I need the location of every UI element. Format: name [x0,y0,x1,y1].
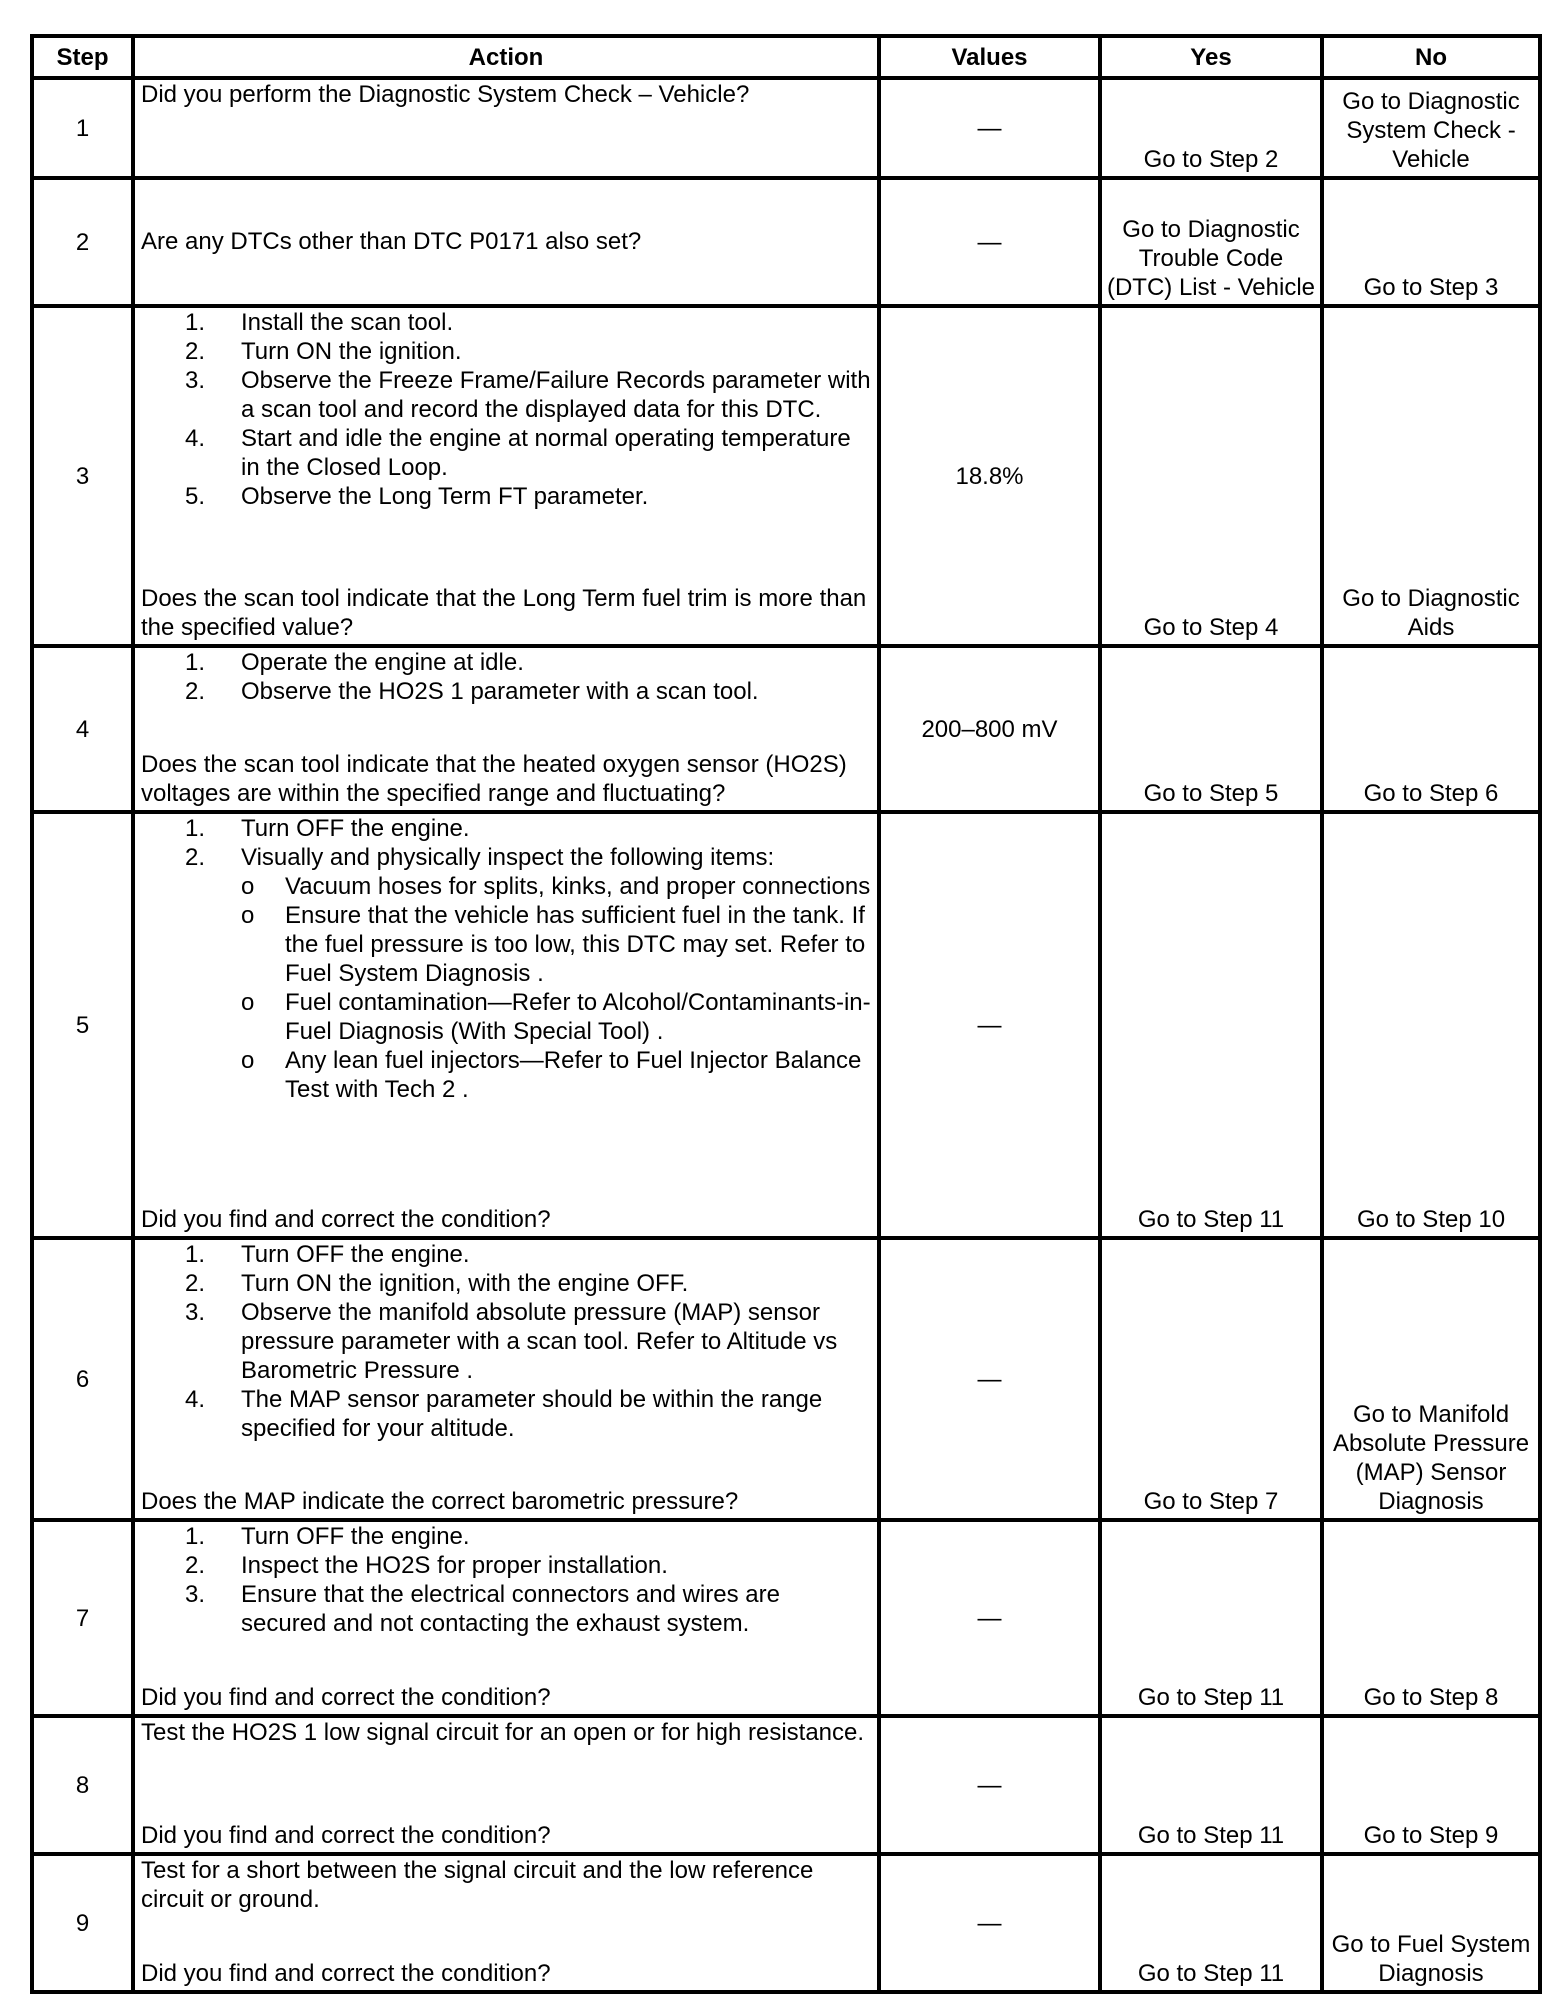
table-row [32,1854,1540,1992]
step-num: 2. [185,1552,206,1579]
action-prompt: Are any DTCs other than DTC P0171 also set? [141,227,642,255]
header-row [32,36,1540,78]
inspection-sublist [141,872,871,1104]
list-item [241,1046,871,1104]
value-cell: — [879,1716,1100,1854]
step-num: 1. [185,1241,206,1268]
step-num: 2. [185,844,206,871]
yes-cell: Go to Step 7 [1100,1238,1322,1520]
step-num: 2. [185,1270,206,1297]
yes-cell: Go to Step 5 [1100,646,1322,812]
action-question: Does the scan tool indicate that the Long Term fuel trim is more than the specified value? [141,585,867,641]
step-num: 3. [185,1299,206,1326]
step-text: Observe the manifold absolute pressure (MAP) sensor pressure parameter with a scan tool. Refer to Altitude vs Barometric Pressure . [241,1299,838,1384]
value-cell: 18.8% [879,306,1100,646]
step-num: 3. [185,367,206,394]
step-number: 3 [32,306,133,646]
action-cell [133,1520,879,1716]
table-row [32,306,1540,646]
action-cell [133,306,879,646]
value-cell: — [879,812,1100,1238]
table-row [32,1238,1540,1520]
yes-cell: Go to Step 2 [1100,78,1322,178]
action-cell [133,812,879,1238]
step-number: 7 [32,1520,133,1716]
step-num: 1. [185,649,206,676]
subitem-text: Fuel contamination—Refer to Alcohol/Contaminants-in-Fuel Diagnosis (With Special Tool) . [285,989,871,1045]
value-cell: 200–800 mV [879,646,1100,812]
value-cell: — [879,1854,1100,1992]
list-item [185,648,871,677]
step-text: Operate the engine at idle. [241,649,524,676]
list-item [185,677,871,706]
bullet-marker: o [241,902,255,929]
step-num: 1. [185,309,206,336]
bullet-marker: o [241,873,255,900]
action-cell [133,646,879,812]
list-item [185,1298,871,1385]
table-row [32,646,1540,812]
no-cell: Go to Step 9 [1322,1716,1540,1854]
step-num: 4. [185,425,206,452]
action-cell [133,1238,879,1520]
no-cell: Go to Fuel System Diagnosis [1322,1854,1540,1992]
list-item [185,308,871,337]
step-num: 4. [185,1386,206,1413]
table-row [32,1716,1540,1854]
step-text: Turn ON the ignition. [241,338,462,365]
step-text: Turn OFF the engine. [241,815,470,842]
list-item [185,424,871,482]
step-num: 2. [185,338,206,365]
table-row [32,812,1540,1238]
list-item [241,988,871,1046]
action-question: Did you find and correct the condition? [141,1684,551,1711]
no-cell: Go to Step 10 [1322,812,1540,1238]
diagnostic-table [30,34,1542,1994]
action-prompt: Did you perform the Diagnostic System Check – Vehicle? [141,81,750,108]
no-cell: Go to Manifold Absolute Pressure (MAP) Sensor Diagnosis [1322,1238,1540,1520]
action-cell [133,1854,879,1992]
step-number: 1 [32,78,133,178]
no-cell: Go to Diagnostic System Check - Vehicle [1322,78,1540,178]
action-cell [133,1716,879,1854]
value-cell: — [879,1520,1100,1716]
action-question: Did you find and correct the condition? [141,1960,551,1987]
action-question: Did you find and correct the condition? [141,1822,551,1849]
yes-cell: Go to Step 11 [1100,1520,1322,1716]
yes-cell: Go to Step 11 [1100,1854,1322,1992]
bullet-marker: o [241,989,255,1016]
table-row [32,1520,1540,1716]
action-prompt: Test the HO2S 1 low signal circuit for an open or for high resistance. [141,1719,865,1746]
step-number: 6 [32,1238,133,1520]
header-values: Values [879,36,1100,78]
step-text: Observe the Long Term FT parameter. [241,483,649,510]
list-item [241,872,871,901]
step-number: 5 [32,812,133,1238]
step-text: Turn ON the ignition, with the engine OFF. [241,1270,689,1297]
subitem-text: Vacuum hoses for splits, kinks, and proper connections [285,873,871,900]
bullet-marker: o [241,1047,255,1074]
header-no: No [1322,36,1540,78]
step-text: Install the scan tool. [241,309,454,336]
list-item [185,1551,871,1580]
step-number: 2 [32,178,133,306]
header-step: Step [32,36,133,78]
value-cell: — [879,78,1100,178]
list-item [185,1269,871,1298]
step-num: 2. [185,678,206,705]
step-number: 8 [32,1716,133,1854]
step-number: 9 [32,1854,133,1992]
value-cell: — [879,178,1100,306]
header-action: Action [133,36,879,78]
action-question: Does the MAP indicate the correct barometric pressure? [141,1488,739,1515]
yes-cell: Go to Step 4 [1100,306,1322,646]
diagnostic-table-wrapper [30,34,1538,1994]
step-num: 1. [185,1523,206,1550]
action-steps-list [141,648,871,706]
yes-cell: Go to Step 11 [1100,1716,1322,1854]
header-yes: Yes [1100,36,1322,78]
step-number: 4 [32,646,133,812]
list-item [185,843,871,872]
list-item [185,1580,871,1638]
value-cell: — [879,1238,1100,1520]
step-text: Ensure that the electrical connectors and wires are secured and not contacting the exhaust system. [241,1581,780,1637]
step-text: Observe the HO2S 1 parameter with a scan tool. [241,678,759,705]
step-num: 3. [185,1581,206,1608]
table-row [32,178,1540,306]
action-question: Does the scan tool indicate that the heated oxygen sensor (HO2S) voltages are within the specified range and fluctuating? [141,751,847,807]
step-text: The MAP sensor parameter should be within the range specified for your altitude. [241,1386,823,1442]
step-text: Start and idle the engine at normal operating temperature in the Closed Loop. [241,425,851,481]
no-cell: Go to Step 8 [1322,1520,1540,1716]
no-cell: Go to Step 6 [1322,646,1540,812]
no-cell: Go to Step 3 [1322,178,1540,306]
step-text: Observe the Freeze Frame/Failure Records parameter with a scan tool and record the displayed data for this DTC. [241,367,871,423]
list-item [185,1385,871,1443]
table-row [32,78,1540,178]
list-item [241,901,871,988]
step-text: Turn OFF the engine. [241,1241,470,1268]
action-prompt: Test for a short between the signal circuit and the low reference circuit or ground. [141,1857,814,1913]
action-steps-list [141,814,871,872]
action-steps-list [141,1522,871,1638]
action-cell [133,78,879,178]
list-item [185,1240,871,1269]
list-item [185,366,871,424]
step-text: Turn OFF the engine. [241,1523,470,1550]
step-num: 5. [185,483,206,510]
step-text: Inspect the HO2S for proper installation. [241,1552,668,1579]
no-cell: Go to Diagnostic Aids [1322,306,1540,646]
action-steps-list [141,308,871,511]
step-text: Visually and physically inspect the following items: [241,844,775,871]
list-item [185,814,871,843]
list-item [185,337,871,366]
yes-cell: Go to Step 11 [1100,812,1322,1238]
action-steps-list [141,1240,871,1443]
list-item [185,482,871,511]
list-item [185,1522,871,1551]
yes-cell: Go to Diagnostic Trouble Code (DTC) List - Vehicle [1100,178,1322,306]
subitem-text: Any lean fuel injectors—Refer to Fuel Injector Balance Test with Tech 2 . [285,1047,862,1103]
subitem-text: Ensure that the vehicle has sufficient fuel in the tank. If the fuel pressure is too low, this DTC may set. Refer to Fuel System Diagnosis . [285,902,866,987]
step-num: 1. [185,815,206,842]
action-question: Did you find and correct the condition? [141,1206,551,1233]
action-cell [133,178,879,306]
